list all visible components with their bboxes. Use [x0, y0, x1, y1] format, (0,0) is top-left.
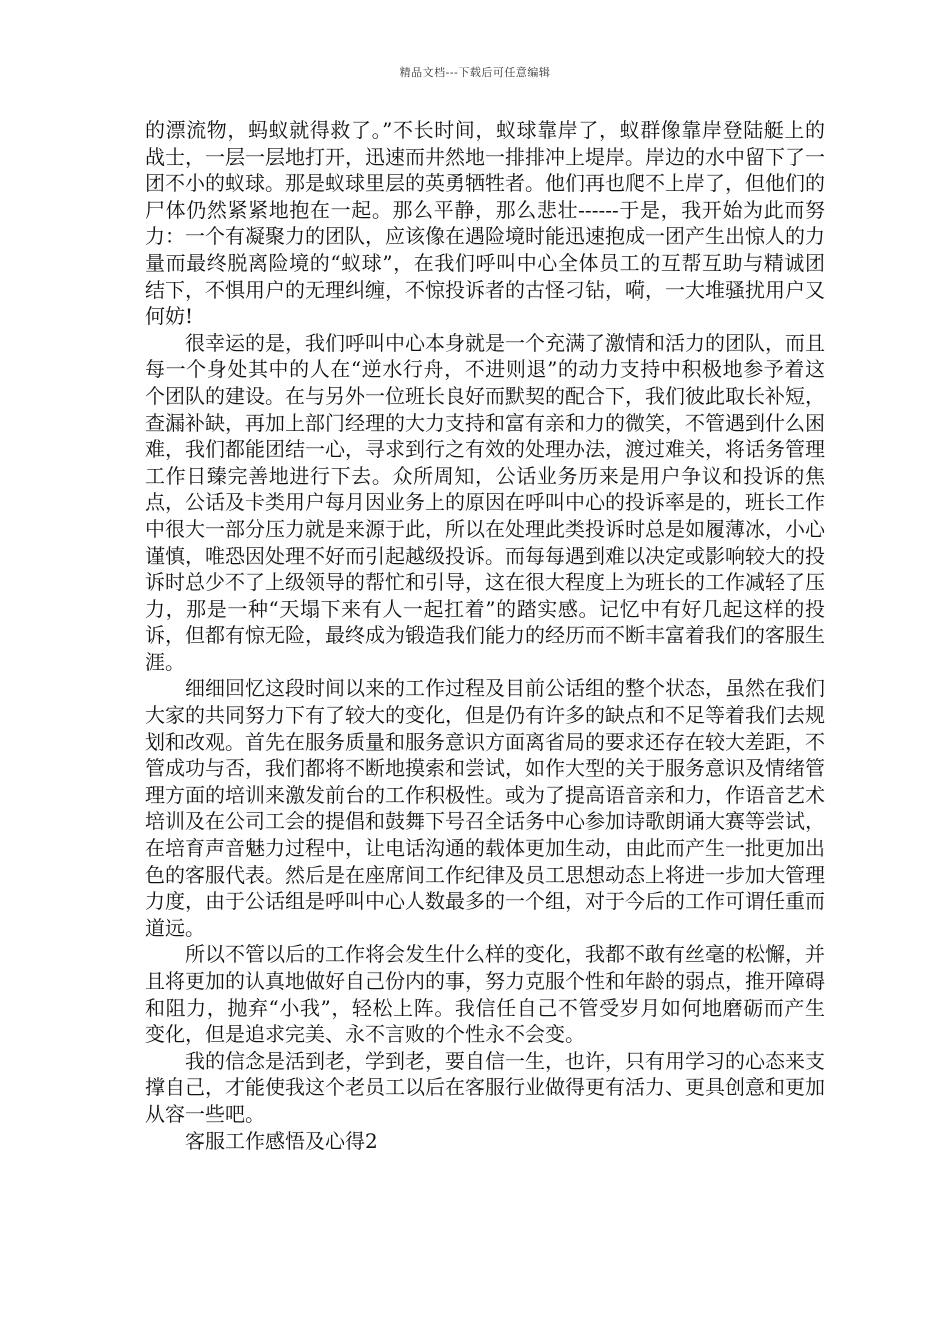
section-heading: 客服工作感悟及心得2	[185, 1128, 378, 1153]
page-header: 精品文档---下载后可任意编辑	[399, 66, 551, 79]
document-body	[145, 117, 825, 1154]
paragraph-2: 很幸运的是，我们呼叫中心本身就是一个充满了激情和活力的团队，而且每一个身处其中的人在“逆水行舟，不进则退”的动力支持中积极地参予着这个团队的建设。在与另外一位班长良好而默契的配合下，我们彼此取长补短，查漏补缺，再加上部门经理的大力支持和富有亲和力的微笑，不管遇到什么困难，我们都能团结一心，寻求到行之有效的处理办法，渡过难关，将话务管理工作日臻完善地进行下去。众所周知，公话业务历来是用户争议和投诉的焦点，公话及卡类用户每月因业务上的原因在呼叫中心的投诉率是的，班长工作中很大一部分压力就是来源于此，所以在处理此类投诉时总是如履薄冰，小心谨慎，唯恐因处理不好而引起越级投诉。而每每遇到难以决定或影响较大的投诉时总少不了上级领导的帮忙和引导，这在很大程度上为班长的工作减轻了压力，那是一种“天塌下来有人一起扛着”的踏实感。记忆中有好几起这样的投诉，但都有惊无险，最终成为锻造我们能力的经历而不断丰富着我们的客服生涯。	[145, 330, 825, 674]
paragraph-4: 所以不管以后的工作将会发生什么样的变化，我都不敢有丝毫的松懈，并且将更加的认真地做好自己份内的事，努力克服个性和年龄的弱点，推开障碍和阻力，抛弃“小我”，轻松上阵。我信任自己不管受岁月如何地磨砺而产生变化，但是追求完美、永不言败的个性永不会变。	[145, 942, 825, 1047]
paragraph-1: 的漂流物，蚂蚁就得救了。”不长时间，蚁球靠岸了，蚁群像靠岸登陆艇上的战士，一层一层地打开，迅速而井然地一排排冲上堤岸。岸边的水中留下了一团不小的蚁球。那是蚁球里层的英勇牺牲者。他们再也爬不上岸了，但他们的尸体仍然紧紧地抱在一起。那么平静，那么悲壮------于是，我开始为此而努力：一个有凝聚力的团队，应该像在遇险境时能迅速抱成一团产生出惊人的力量而最终脱离险境的“蚁球”，在我们呼叫中心全体员工的互帮互助与精诚团结下，不惧用户的无理纠缠，不惊投诉者的古怪刁钻，嗬，一大堆骚扰用户又何妨!	[145, 118, 825, 329]
paragraph-5: 我的信念是活到老，学到老，要自信一生，也许，只有用学习的心态来支撑自己，才能使我这个老员工以后在客服行业做得更有活力、更具创意和更加从容一些吧。	[145, 1048, 825, 1126]
paragraph-3: 细细回忆这段时间以来的工作过程及目前公话组的整个状态，虽然在我们大家的共同努力下有了较大的变化，但是仍有许多的缺点和不足等着我们去规划和改观。首先在服务质量和服务意识方面离省局的要求还存在较大差距，不管成功与否，我们都将不断地摸索和尝试，如作大型的关于服务意识及情绪管理方面的培训来激发前台的工作积极性。或为了提高语音亲和力，作语音艺术培训及在公司工会的提倡和鼓舞下号召全话务中心参加诗歌朗诵大赛等尝试，在培育声音魅力过程中，让电话沟通的载体更加生动，由此而产生一批更加出色的客服代表。然后是在座席间工作纪律及员工思想动态上将进一步加大管理力度，由于公话组是呼叫中心人数最多的一个组，对于今后的工作可谓任重而道远。	[145, 676, 825, 940]
